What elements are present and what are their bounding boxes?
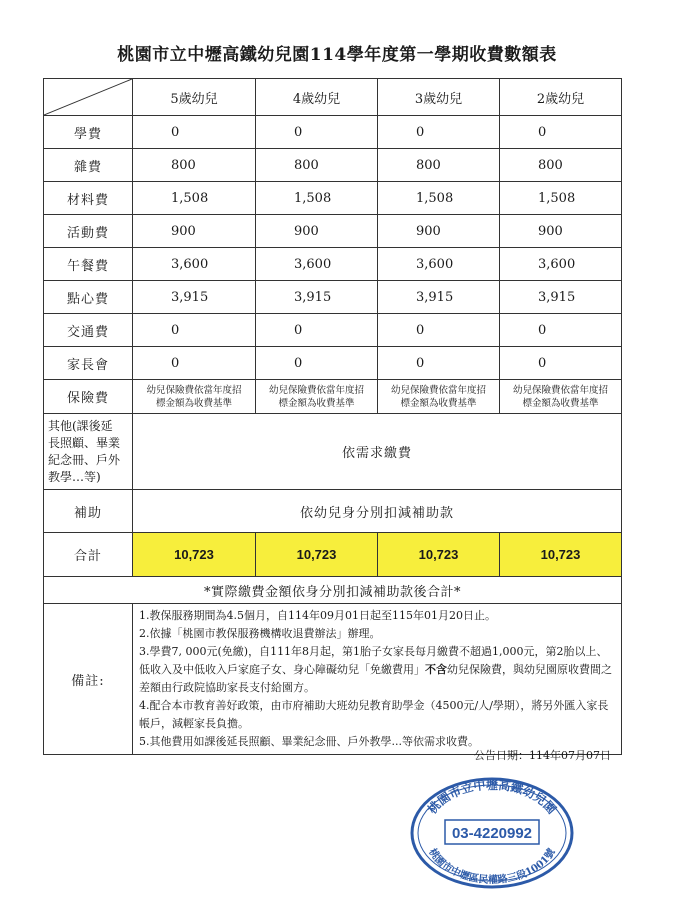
row-label: 點心費 [44,281,133,314]
fee-value: 800 [133,149,256,182]
fee-value: 900 [256,215,378,248]
fee-value: 0 [133,347,256,380]
header-corner-cell [44,79,133,116]
fee-value: 3,915 [256,281,378,314]
fee-value: 0 [256,314,378,347]
insurance-note: 幼兒保險費依當年度招 標金額為收費基準 [256,380,378,414]
row-label: 補助 [44,490,133,533]
insurance-note: 幼兒保險費依當年度招 標金額為收費基準 [500,380,622,414]
row-label-other: 其他(課後延 長照顧、畢業 紀念冊、戶外 教學…等) [44,414,133,490]
remark-item: 1.教保服務期間為4.5個月，自114年09月01日起至115年01月20日止。 [139,609,496,622]
fee-row-subsidy [44,490,622,533]
remark-item: 2.依據「桃園市教保服務機構收退費辦法」辦理。 [139,627,381,640]
row-label: 交通費 [44,314,133,347]
row-label: 午餐費 [44,248,133,281]
fee-value: 0 [256,116,378,149]
fee-value: 0 [500,314,622,347]
fee-value: 3,915 [500,281,622,314]
fee-value: 1,508 [256,182,378,215]
fee-value: 0 [500,116,622,149]
total-value: 10,723 [500,533,622,577]
fee-table [43,78,622,755]
fee-value: 800 [378,149,500,182]
fee-value: 3,600 [500,248,622,281]
fee-value: 0 [378,347,500,380]
payment-note: *實際繳費金額依身分別扣減補助款後合計* [44,577,622,604]
svg-text:桃園市立中壢高鐵幼兒園 [424,777,558,817]
column-header-age3: 3歲幼兒 [378,79,500,116]
school-seal-stamp [408,775,576,890]
fee-value: 0 [378,116,500,149]
total-value: 10,723 [378,533,500,577]
fee-value: 1,508 [378,182,500,215]
fee-row-misc [44,149,622,182]
row-label: 雜費 [44,149,133,182]
remark-item: 5.其他費用如課後延長照顧、畢業紀念冊、戶外教學...等依需求收費。 [139,735,479,748]
fee-value: 900 [133,215,256,248]
fee-row-parents-association [44,347,622,380]
fee-value: 0 [133,116,256,149]
fee-value: 3,915 [378,281,500,314]
fee-row-insurance [44,380,622,414]
row-label: 合計 [44,533,133,577]
fee-value: 3,600 [133,248,256,281]
fee-value: 1,508 [500,182,622,215]
fee-row-total [44,533,622,577]
remark-item: 4.配合本市教育善好政策，由市府補助大班幼兒教育助學金（4500元/人/學期），將另外匯入家長帳戶，減輕家長負擔。 [139,699,609,730]
remarks-content [133,604,622,755]
insurance-note: 幼兒保險費依當年度招 標金額為收費基準 [378,380,500,414]
stamp-phone: 03-4220992 [451,825,533,842]
fee-row-tuition [44,116,622,149]
page-title: 桃園市立中壢高鐵幼兒園114學年度第一學期收費數額表 [117,45,557,65]
fee-value: 3,600 [256,248,378,281]
stamp-address: 桃園市中壢區民權路三段1001號 [426,846,558,887]
row-label: 家長會 [44,347,133,380]
fee-value: 0 [378,314,500,347]
fee-value: 3,915 [133,281,256,314]
column-header-age4: 4歲幼兒 [256,79,378,116]
total-value: 10,723 [256,533,378,577]
column-header-age2: 2歲幼兒 [500,79,622,116]
fee-row-activity [44,215,622,248]
stamp-name: 桃園市立中壢高鐵幼兒園 [425,778,559,817]
fee-row-lunch [44,248,622,281]
column-header-age5: 5歲幼兒 [133,79,256,116]
fee-value: 800 [500,149,622,182]
fee-value: 0 [500,347,622,380]
total-value: 10,723 [133,533,256,577]
row-label: 學費 [44,116,133,149]
remarks-label: 備註: [44,604,133,755]
fee-row-other [44,414,622,490]
fee-row-snack [44,281,622,314]
fee-row-materials [44,182,622,215]
diagonal-line [44,79,132,115]
other-value: 依需求繳費 [133,414,622,490]
fee-value: 900 [500,215,622,248]
fee-value: 0 [256,347,378,380]
svg-text:桃園市中壢區民權路三段1001號 [426,846,557,886]
row-label: 保險費 [44,380,133,414]
fee-value: 800 [256,149,378,182]
announcement-date: 公告日期：114年07月07日 [474,749,611,762]
fee-value: 900 [378,215,500,248]
fee-value: 0 [133,314,256,347]
subsidy-value: 依幼兒身分別扣減補助款 [133,490,622,533]
fee-value: 1,508 [133,182,256,215]
remark-item: 3.學費7, 000元(免繳)，自111年8月起，第1胎子女家長每月繳費不超過1,000元，第2胎以上、低收入及中低收入戶家庭子女、身心障礙幼兒「免繳費用」不含幼兒保險費，與幼兒園原收費間之差額由行政院協助家長支付給園方。 [139,645,612,694]
fee-row-transport [44,314,622,347]
fee-value: 3,600 [378,248,500,281]
remarks-row [44,604,622,755]
insurance-note: 幼兒保險費依當年度招 標金額為收費基準 [133,380,256,414]
row-label: 材料費 [44,182,133,215]
row-label: 活動費 [44,215,133,248]
